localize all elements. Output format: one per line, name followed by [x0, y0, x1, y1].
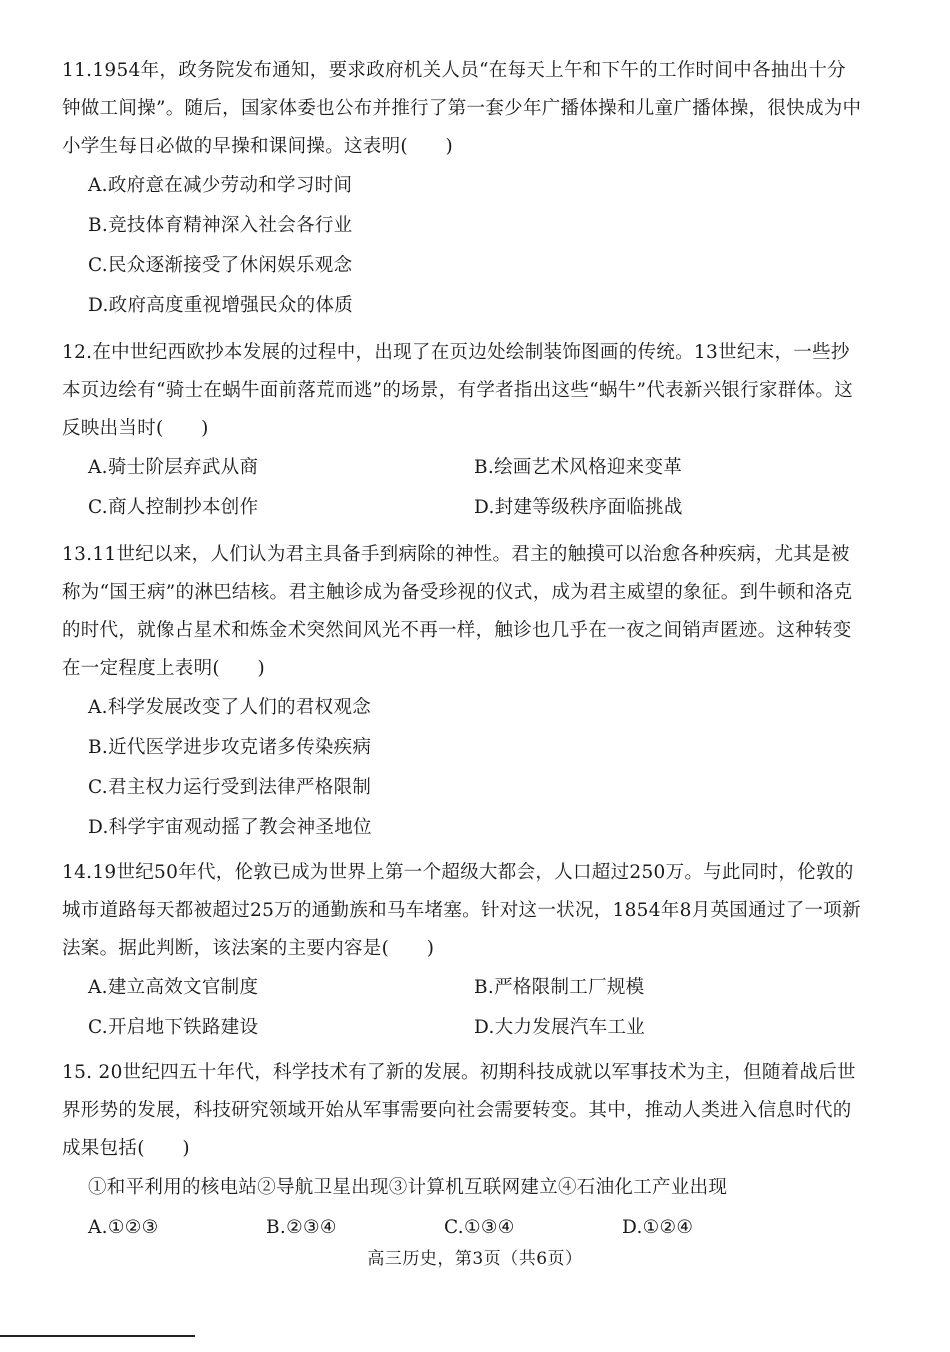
option-d: D.封建等级秩序面临挑战	[474, 497, 683, 518]
options-row	[62, 1208, 862, 1248]
option-a: A.政府意在减少劳动和学习时间	[88, 175, 353, 196]
option-a: A.骑士阶层弃武从商	[88, 457, 259, 478]
bottom-rule	[0, 1335, 195, 1337]
question-stem: 11.1954年，政务院发布通知，要求政府机关人员“在每天上午和下午的工作时间中各抽出十分钟做工间操”。随后，国家体委也公布并推行了第一套少年广播体操和儿童广播体操，很快成为中小学生每日必做的早操和课间操。这表明( )	[62, 60, 862, 157]
option-b: B.竞技体育精神深入社会各行业	[88, 215, 353, 236]
page-footer: 高三历史，第3页（共6页）	[367, 1249, 583, 1269]
question-14	[62, 854, 862, 1048]
option-d: D.大力发展汽车工业	[474, 1017, 646, 1038]
option-b: B.绘画艺术风格迎来变革	[474, 457, 683, 478]
numbered-items: ①和平利用的核电站②导航卫星出现③计算机互联网建立④石油化工产业出现	[88, 1177, 728, 1198]
option-c: C.开启地下铁路建设	[88, 1017, 259, 1038]
question-stem: 15. 20世纪四五十年代，科学技术有了新的发展。初期科技成就以军事技术为主，但随着战后世界形势的发展，科技研究领域开始从军事需要向社会需要转变。其中，推动人类进入信息时代的成果包括( )	[62, 1062, 856, 1159]
option-a: A.科学发展改变了人们的君权观念	[88, 697, 372, 718]
option-d: D.①②④	[622, 1217, 694, 1238]
option-d: D.科学宇宙观动摇了教会神圣地位	[88, 817, 372, 838]
option-a: A.建立高效文官制度	[88, 977, 259, 998]
option-c: C.①③④	[444, 1217, 515, 1238]
option-b: B.②③④	[266, 1217, 337, 1238]
question-stem: 12.在中世纪西欧抄本发展的过程中，出现了在页边处绘制装饰图画的传统。13世纪末，一些抄本页边绘有“骑士在蜗牛面前落荒而逃”的场景，有学者指出这些“蜗牛”代表新兴银行家群体。这反映出当时( )	[62, 342, 854, 439]
options-row	[62, 448, 862, 488]
option-c: C.商人控制抄本创作	[88, 497, 259, 518]
option-c: C.民众逐渐接受了休闲娱乐观念	[88, 255, 353, 276]
option-c: C.君主权力运行受到法律严格限制	[88, 777, 372, 798]
question-15	[62, 1054, 862, 1248]
question-12	[62, 334, 862, 528]
question-13	[62, 536, 862, 848]
options-row	[62, 968, 862, 1008]
option-a: A.①②③	[88, 1217, 159, 1238]
question-stem: 13.11世纪以来，人们认为君主具备手到病除的神性。君主的触摸可以治愈各种疾病，尤其是被称为“国王病”的淋巴结核。君主触诊成为备受珍视的仪式，成为君主威望的象征。到牛顿和洛克的时代，就像占星术和炼金术突然间风光不再一样，触诊也几乎在一夜之间销声匿迹。这种转变在一定程度上表明( )	[62, 544, 853, 679]
option-b: B.近代医学进步攻克诸多传染疾病	[88, 737, 372, 758]
options-row	[62, 488, 862, 528]
option-d: D.政府高度重视增强民众的体质	[88, 295, 354, 316]
options-row	[62, 1008, 862, 1048]
option-b: B.严格限制工厂规模	[474, 977, 645, 998]
question-stem: 14.19世纪50年代，伦敦已成为世界上第一个超级大都会，人口超过250万。与此同时，伦敦的城市道路每天都被超过25万的通勤族和马车堵塞。针对这一状况，1854年8月英国通过了一项新法案。据此判断，该法案的主要内容是( )	[62, 862, 861, 959]
question-11	[62, 52, 862, 326]
